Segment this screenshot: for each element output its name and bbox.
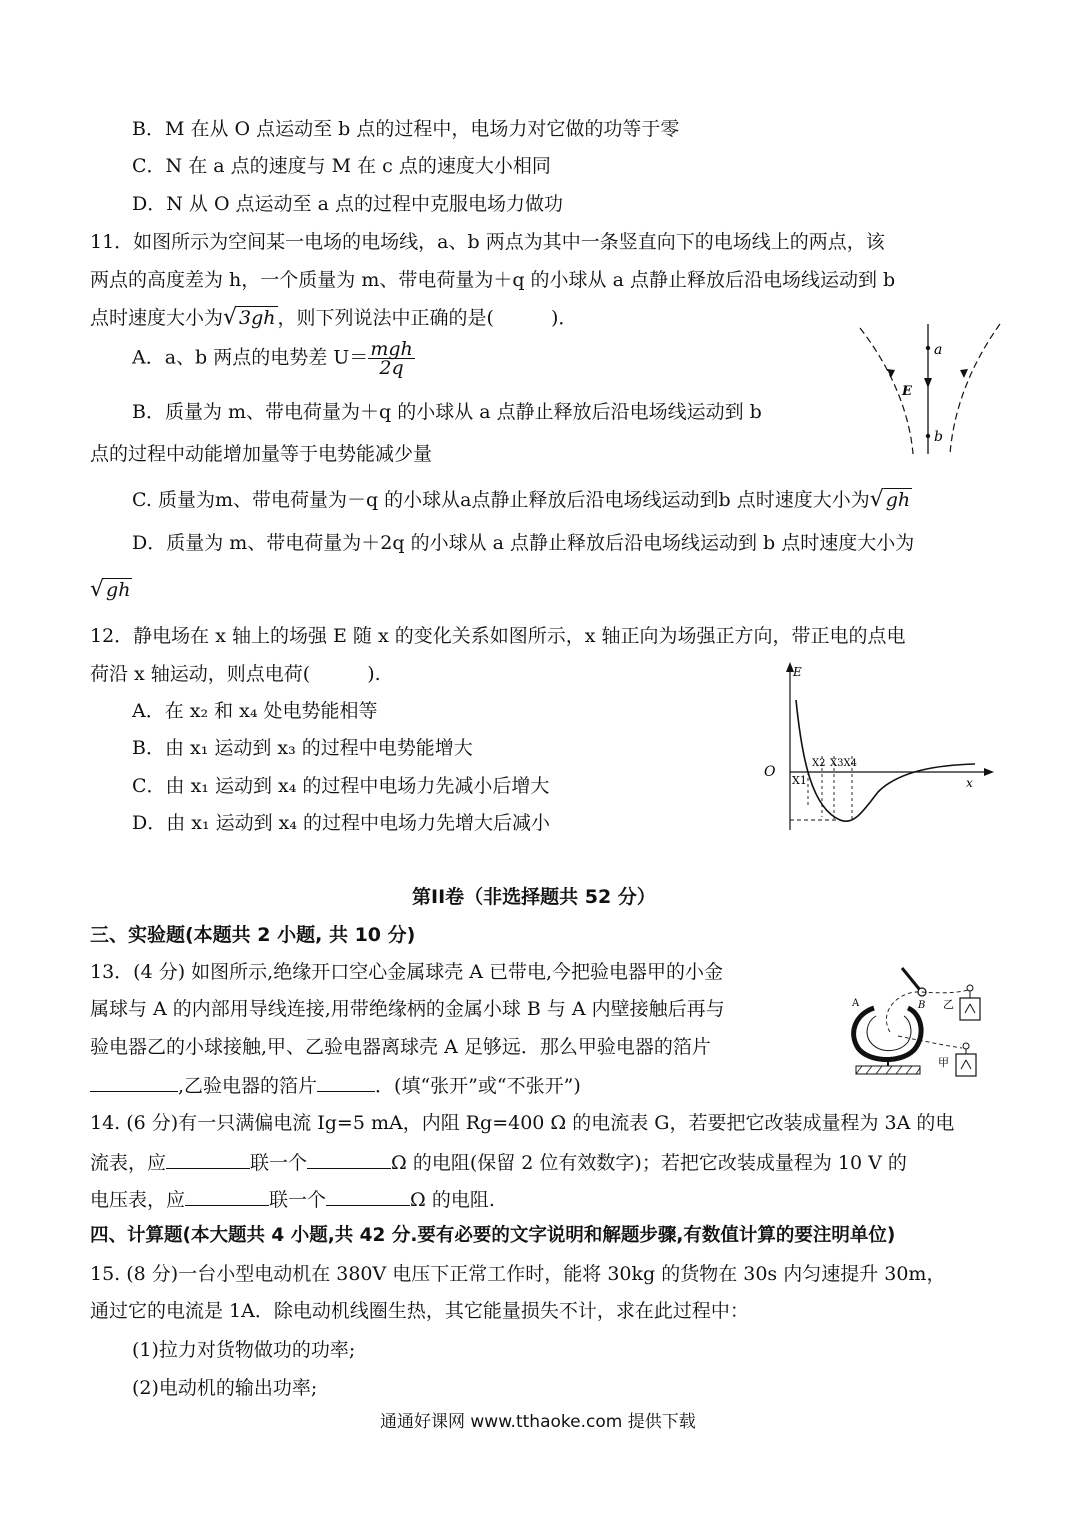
q13-answer-blank-yi[interactable]: [317, 1073, 375, 1092]
q12-origin-label: O: [764, 764, 776, 780]
q11-option-a: A．a、b 两点的电势差 U＝ $\frac{\text{mgh}}{2q}$: [132, 338, 413, 379]
q13-fig-label-a: A: [852, 998, 860, 1009]
q13-line1: 13．(4 分) 如图所示,绝缘开口空心金属球壳 A 已带电,今把验电器甲的小金: [90, 961, 724, 983]
q13-line4: ,乙验电器的箔片 ．(填“张开”或“不张开”): [90, 1073, 581, 1098]
q11-option-d-line2: √ gh: [90, 577, 131, 602]
q12-x3x4-label: X3X4: [830, 758, 857, 769]
q13-fig-label-b: B: [918, 1000, 926, 1011]
q10-option-d: D．N 从 O 点运动至 a 点的过程中克服电场力做功: [132, 193, 563, 215]
q14-line3: 电压表，应 联一个 Ω 的电阻.: [90, 1189, 495, 1211]
q13-line2: 属球与 A 的内部用导线连接,用带绝缘柄的金属小球 B 与 A 内壁接触后再与: [90, 998, 725, 1020]
q11-stem-line1: 11．如图所示为空间某一电场的电场线，a、b 两点为其中一条竖直向下的电场线上的两点，该: [90, 231, 885, 253]
q11-stem-line3: 点时速度大小为√ 3gh ，则下列说法中正确的是( )．: [90, 305, 578, 330]
page-footer: 通通好课网 www.tthaoke.com 提供下载: [380, 1412, 696, 1432]
q11-option-b-line1: B．质量为 m、带电荷量为＋q 的小球从 a 点静止释放后沿电场线运动到 b: [132, 401, 762, 423]
q11-fig-label-b: b: [934, 429, 943, 445]
q12-stem-line2: 荷沿 x 轴运动，则点电荷( ).: [90, 663, 381, 685]
q12-option-d: D．由 x₁ 运动到 x₄ 的过程中电场力先增大后减小: [132, 812, 551, 834]
q12-option-b: B．由 x₁ 运动到 x₃ 的过程中电势能增大: [132, 737, 473, 759]
q12-e-x-graph: [760, 660, 995, 835]
q12-axis-x-label: x: [966, 776, 973, 790]
q13-fig-label-yi: 乙: [943, 998, 954, 1011]
q13-line3: 验电器乙的小球接触,甲、乙验电器离球壳 A 足够远．那么甲验电器的箔片: [90, 1036, 711, 1058]
q13-electroscope-figure: [838, 962, 1010, 1088]
q13-fig-label-jia: 甲: [938, 1056, 949, 1069]
q14-blank-connection-2[interactable]: [185, 1187, 269, 1206]
q11-fig-label-a: a: [934, 342, 943, 358]
q12-option-c: C．由 x₁ 运动到 x₄ 的过程中电场力先减小后增大: [132, 775, 550, 797]
q15-part2: (2)电动机的输出功率;: [132, 1377, 318, 1399]
q14-line2: 流表，应 联一个 Ω 的电阻(保留 2 位有效数字)；若把它改装成量程为 10 V 的: [90, 1152, 907, 1174]
part2-title: 第II卷（非选择题共 52 分）: [412, 886, 656, 908]
q12-option-a: A．在 x₂ 和 x₄ 处电势能相等: [132, 700, 378, 722]
q11-option-c: C. 质量为m、带电荷量为－q 的小球从a点静止释放后沿电场线运动到b 点时速度大小为√ gh: [132, 487, 911, 512]
q11-option-d-line1: D．质量为 m、带电荷量为＋2q 的小球从 a 点静止释放后沿电场线运动到 b 点时速度大小为: [132, 532, 915, 554]
q12-x2-label: X2: [812, 758, 826, 769]
q10-option-c: C．N 在 a 点的速度与 M 在 c 点的速度大小相同: [132, 155, 551, 177]
q15-part1: (1)拉力对货物做功的功率;: [132, 1339, 356, 1361]
section4-heading: 四、计算题(本大题共 4 小题,共 42 分.要有必要的文字说明和解题步骤,有数值计算的要注明单位): [90, 1225, 896, 1246]
q14-blank-resistance-2[interactable]: [326, 1187, 410, 1206]
q11-fig-label-e: E: [902, 384, 912, 399]
q15-line2: 通过它的电流是 1A．除电动机线圈生热，其它能量损失不计，求在此过程中：: [90, 1300, 749, 1322]
q12-axis-e-label: E: [793, 665, 802, 679]
q15-line1: 15. (8 分)一台小型电动机在 380V 电压下正常工作时，能将 30kg 的货物在 30s 内匀速提升 30m，: [90, 1263, 946, 1285]
section3-heading: 三、实验题(本题共 2 小题, 共 10 分): [90, 924, 416, 946]
q10-option-b: B．M 在从 O 点运动至 b 点的过程中，电场力对它做的功等于零: [132, 118, 680, 140]
q12-x1-label: X1: [792, 774, 807, 787]
q13-answer-blank-jia[interactable]: [90, 1073, 178, 1092]
q14-blank-connection-1[interactable]: [166, 1150, 250, 1169]
q12-stem-line1: 12．静电场在 x 轴上的场强 E 随 x 的变化关系如图所示，x 轴正向为场强正方向，带正电的点电: [90, 625, 906, 647]
q11-field-line-figure: [855, 318, 1005, 458]
q11-stem-line2: 两点的高度差为 h，一个质量为 m、带电荷量为＋q 的小球从 a 点静止释放后沿电场线运动到 b: [90, 269, 896, 291]
q14-blank-resistance-1[interactable]: [307, 1150, 391, 1169]
q14-line1: 14. (6 分)有一只满偏电流 Ig=5 mA，内阻 Rg=400 Ω 的电流表 G，若要把它改装成量程为 3A 的电: [90, 1112, 955, 1134]
q11-option-b-line2: 点的过程中动能增加量等于电势能减少量: [90, 443, 433, 465]
